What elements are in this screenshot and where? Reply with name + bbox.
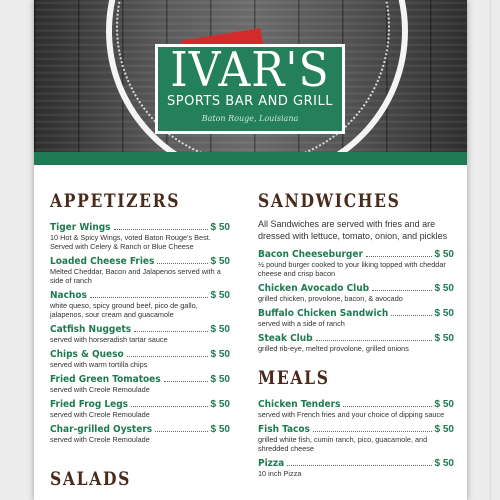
menu-item-name: Tiger Wings [50,222,111,233]
menu-item [50,290,230,319]
menu-item-price: $ 50 [434,399,454,410]
menu-item-row [258,283,454,294]
menu-item-name: Catfish Nuggets [50,324,132,335]
sandwiches-intro: All Sandwiches are served with fries and are dressed with lettuce, tomato, onion, and pickles [258,219,448,241]
menu-item-row [50,290,230,301]
menu-item-row [50,324,230,335]
menu-item-leader [155,431,207,432]
menu-item [50,324,230,344]
menu-item-description: grilled chicken, provolone, bacon, & avocado [258,294,403,303]
menu-item [258,308,454,328]
menu-item-name: Chicken Avocado Club [258,283,370,294]
menu-item [258,283,454,303]
menu-item-price: $ 50 [210,374,230,385]
menu-item-description: served with French fries and your choice of dipping sauce [258,410,445,419]
menu-item-name: Chips & Queso [50,349,124,360]
menu-item-leader [134,331,207,332]
menu-item-price: $ 50 [210,349,230,360]
menu-item-name: Steak Club [258,333,313,344]
menu-item-price: $ 50 [210,290,230,301]
menu-item-price: $ 50 [434,458,454,469]
menu-item [258,458,454,478]
menu-item-leader [343,406,431,407]
menu-item-price: $ 50 [434,333,454,344]
menu-item-row [258,399,454,410]
menu-item-description: ½ pound burger cooked to your liking topped with cheddar cheese and crisp bacon [258,260,446,278]
menu-item-description: grilled white fish, cumin ranch, pico, guacamole, and shredded cheese [258,435,428,453]
menu-item-leader [127,356,208,357]
menu-item-name: Chicken Tenders [258,399,341,410]
menu-item-row [258,424,454,435]
menu-item-leader [164,381,208,382]
menu-item-name: Buffalo Chicken Sandwich [258,308,389,319]
menu-item-leader [372,290,431,291]
menu-item-row [50,374,230,385]
logo-subtitle: SPORTS BAR AND GRILL [167,94,333,109]
menu-item-price: $ 50 [210,256,230,267]
menu-item-price: $ 50 [434,249,454,260]
menu-item-description: 10 Hot & Spicy Wings, voted Baton Rouge's Best. Served with Celery & Ranch or Blue Cheese [50,233,211,251]
right-column [258,190,454,483]
logo-location: Baton Rouge, Louisiana [201,114,299,123]
menu-item-leader [313,431,432,432]
menu-item-description: served with Creole Remoulade [50,410,150,419]
menu-item-name: Loaded Cheese Fries [50,256,155,267]
logo [155,44,345,134]
meals-title: MEALS [258,367,330,389]
menu-item-price: $ 50 [210,222,230,233]
menu-item-price: $ 50 [434,424,454,435]
menu-item-row [258,249,454,260]
menu-item-description: Melted Cheddar, Bacon and Jalapenos served with a side of ranch [50,267,221,285]
menu-page [34,0,467,500]
menu-item-leader [114,229,208,230]
menu-item-row [50,424,230,435]
appetizers-title: APPETIZERS [50,190,181,212]
menu-item-leader [316,340,432,341]
menu-item-price: $ 50 [210,424,230,435]
menu-item-description: served with a side of ranch [258,319,345,328]
menu-item [50,349,230,369]
menu-item-description: served with warm tortilla chips [50,360,148,369]
menu-item-name: Bacon Cheeseburger [258,249,363,260]
menu-item-description: served with Creole Remoulade [50,385,150,394]
menu-item-price: $ 50 [210,324,230,335]
menu-item-leader [90,297,208,298]
menu-item-price: $ 50 [434,283,454,294]
meals-list [258,399,454,478]
menu-item [258,249,454,278]
salads-title: SALADS [50,468,131,490]
menu-item-row [50,222,230,233]
menu-item-name: Nachos [50,290,87,301]
menu-item-description: grilled rib-eye, melted provolone, grilled onions [258,344,409,353]
menu-item-description: served with Creole Remoulade [50,435,150,444]
menu-item [50,374,230,394]
menu-item [50,399,230,419]
menu-item-name: Pizza [258,458,285,469]
menu-item-leader [391,315,431,316]
menu-item-description: 10 inch Pizza [258,469,302,478]
menu-item-name: Fish Tacos [258,424,310,435]
menu-item-row [258,458,454,469]
menu-item-name: Fried Green Tomatoes [50,374,161,385]
sandwiches-title: SANDWICHES [258,190,401,212]
menu-item [258,399,454,419]
logo-name: IVAR'S [170,42,330,98]
menu-item-row [50,399,230,410]
menu-item-price: $ 50 [210,399,230,410]
menu-item-leader [287,465,431,466]
menu-item [258,333,454,353]
menu-item-row [50,256,230,267]
menu-item-leader [131,406,207,407]
menu-item-row [258,308,454,319]
menu-item-description: served with horseradish tartar sauce [50,335,168,344]
menu-item-name: Fried Frog Legs [50,399,129,410]
menu-item-description: white queso, spicy ground beef, pico de gallo, jalapenos, sour cream and guacamole [50,301,198,319]
menu-header [34,0,467,165]
menu-item [50,222,230,251]
menu-item [50,424,230,444]
menu-item-row [50,349,230,360]
menu-item [50,256,230,285]
menu-item-row [258,333,454,344]
menu-item [258,424,454,453]
appetizers-list [50,222,230,444]
menu-item-price: $ 50 [434,308,454,319]
menu-item-leader [366,256,432,257]
sandwiches-list [258,249,454,353]
header-green-band [34,152,467,165]
menu-item-leader [157,263,207,264]
left-column [50,190,230,449]
menu-item-name: Char-grilled Oysters [50,424,153,435]
